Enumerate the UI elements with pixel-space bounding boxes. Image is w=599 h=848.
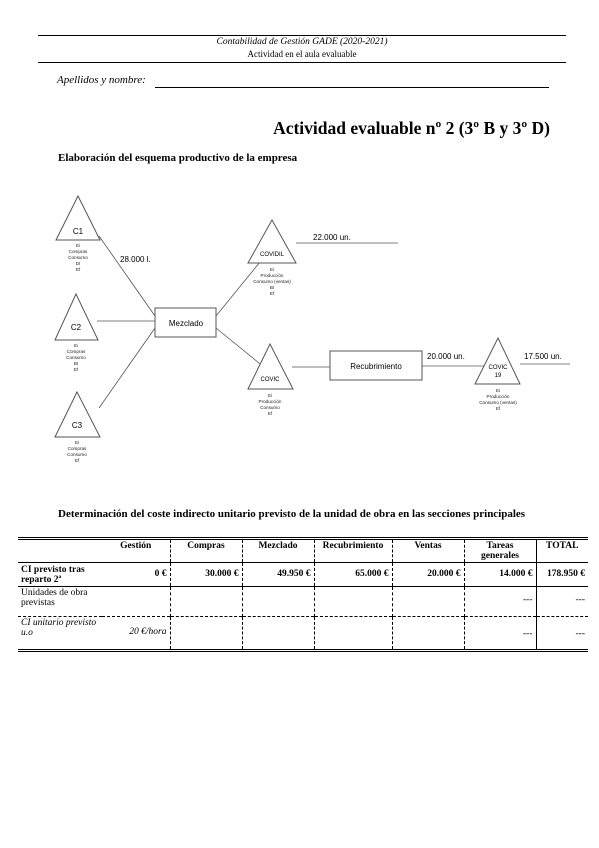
c3-line-0: Ei bbox=[74, 440, 80, 445]
c2-line-4: Ef bbox=[73, 367, 79, 372]
covic19-output-label: 17.500 un. bbox=[524, 352, 562, 361]
c3-line-2: Consumo bbox=[67, 452, 87, 457]
header-top-rule bbox=[38, 35, 566, 36]
production-diagram bbox=[0, 180, 599, 480]
cell-compras[interactable] bbox=[170, 587, 242, 617]
section-title-diagram: Elaboración del esquema productivo de la empresa bbox=[58, 152, 298, 164]
recubrimiento-label: Recubrimiento bbox=[350, 362, 402, 371]
covidil-line-1: Producción bbox=[260, 273, 284, 278]
cell-recubrimiento[interactable] bbox=[314, 587, 392, 617]
c3-line-1: Compras bbox=[67, 446, 87, 451]
c1-line-0: Ei bbox=[75, 243, 81, 248]
recubrimiento-output-label: 20.000 un. bbox=[427, 352, 465, 361]
col-header-recubrimiento: Recubrimiento bbox=[314, 539, 392, 563]
covic-line-0: Ei bbox=[267, 393, 273, 398]
cell-compras: 30.000 € bbox=[170, 563, 242, 587]
c2-triangle bbox=[55, 294, 98, 340]
covidil-line-4: Ef bbox=[269, 291, 275, 296]
covic-line-3: Ef bbox=[267, 411, 273, 416]
cell-tareas-generales: --- bbox=[464, 587, 536, 617]
c1-line-3: DI bbox=[75, 261, 81, 266]
cell-mezclado[interactable] bbox=[242, 617, 314, 651]
table-row bbox=[18, 617, 588, 651]
flow-mezclado-covidil bbox=[216, 262, 260, 316]
cell-compras[interactable] bbox=[170, 617, 242, 651]
covic-line-1: Producción bbox=[258, 399, 282, 404]
cell-gestion: 0 € bbox=[102, 563, 170, 587]
cell-ventas[interactable] bbox=[392, 617, 464, 651]
c1-line-2: Consumo bbox=[68, 255, 88, 260]
table-header-row bbox=[18, 539, 588, 563]
c1-label: C1 bbox=[72, 227, 84, 236]
c3-label: C3 bbox=[71, 421, 83, 430]
covic19-label: COVIC bbox=[488, 365, 508, 371]
section-title-table: Determinación del coste indirecto unitario previsto de la unidad de obra en las secciones principales bbox=[58, 508, 526, 520]
col-header-compras: Compras bbox=[170, 539, 242, 563]
covic-label: COVIC bbox=[260, 377, 280, 383]
c2-line-1: Compras bbox=[66, 349, 86, 354]
covidil-line-0: Ei bbox=[269, 267, 275, 272]
c1-line-1: Compras bbox=[68, 249, 88, 254]
covidil-label: COVIDIL bbox=[259, 252, 285, 258]
covidil-line-2: Consumo (ventas) bbox=[253, 279, 291, 284]
covic19-line-3: Ef bbox=[495, 406, 501, 411]
covic19-line-1: Producción bbox=[486, 394, 510, 399]
cell-total: 178.950 € bbox=[536, 563, 588, 587]
flow-c1-mezclado bbox=[99, 236, 155, 316]
name-label: Apellidos y nombre: bbox=[57, 74, 146, 86]
cell-total: --- bbox=[536, 587, 588, 617]
cell-ventas[interactable] bbox=[392, 587, 464, 617]
col-header-tareas-generales: Tareas generales bbox=[464, 539, 536, 563]
covic19-label-2: 19 bbox=[494, 373, 502, 379]
row-label-unidades-obra: Unidades de obra previstas bbox=[18, 587, 102, 617]
cost-table bbox=[18, 537, 588, 652]
header-title: Contabilidad de Gestión GADE (2020-2021) bbox=[216, 37, 388, 47]
col-header-gestion: Gestión bbox=[120, 541, 152, 551]
cell-tareas-generales: 14.000 € bbox=[464, 563, 536, 587]
c3-line-3: Ef bbox=[74, 458, 80, 463]
covidil-line-3: BI bbox=[269, 285, 275, 290]
table-corner-cell bbox=[18, 539, 102, 563]
cell-recubrimiento: 65.000 € bbox=[314, 563, 392, 587]
cell-gestion: 20 €/hora bbox=[102, 617, 170, 651]
cell-recubrimiento[interactable] bbox=[314, 617, 392, 651]
table-row bbox=[18, 587, 588, 617]
header-subtitle: Actividad en el aula evaluable bbox=[247, 49, 357, 59]
covic19-line-2: Consumo (ventas) bbox=[479, 400, 517, 405]
header-bottom-rule bbox=[38, 62, 566, 63]
c2-line-2: Consumo bbox=[66, 355, 86, 360]
page-title: Actividad evaluable nº 2 (3º B y 3º D) bbox=[273, 118, 550, 138]
col-header-mezclado: Mezclado bbox=[242, 539, 314, 563]
mezclado-label: Mezclado bbox=[168, 319, 204, 328]
c2-line-0: Ei bbox=[73, 343, 79, 348]
flow-c1-label: 28.000 l. bbox=[120, 255, 151, 264]
col-header-ventas: Ventas bbox=[392, 539, 464, 563]
name-input-line[interactable] bbox=[155, 87, 549, 88]
col-header-total: TOTAL bbox=[536, 539, 588, 563]
c2-line-3: BI bbox=[73, 361, 79, 366]
row-label-ci-previsto: CI previsto tras reparto 2ª bbox=[18, 563, 102, 587]
covic19-line-0: Ei bbox=[495, 388, 501, 393]
cell-gestion[interactable] bbox=[102, 587, 170, 617]
table-row bbox=[18, 563, 588, 587]
cell-total: --- bbox=[536, 617, 588, 651]
c2-label: C2 bbox=[70, 323, 82, 332]
covidil-output-label: 22.000 un. bbox=[313, 233, 351, 242]
cell-mezclado: 49.950 € bbox=[242, 563, 314, 587]
cell-ventas: 20.000 € bbox=[392, 563, 464, 587]
row-label-ci-unitario: CI unitario previsto u.o bbox=[18, 617, 102, 651]
cell-tareas-generales: --- bbox=[464, 617, 536, 651]
c3-triangle bbox=[55, 392, 100, 437]
c1-line-4: Ef bbox=[75, 267, 81, 272]
covic-line-2: Consumo bbox=[260, 405, 280, 410]
flow-c3-mezclado bbox=[99, 328, 155, 408]
cell-mezclado[interactable] bbox=[242, 587, 314, 617]
